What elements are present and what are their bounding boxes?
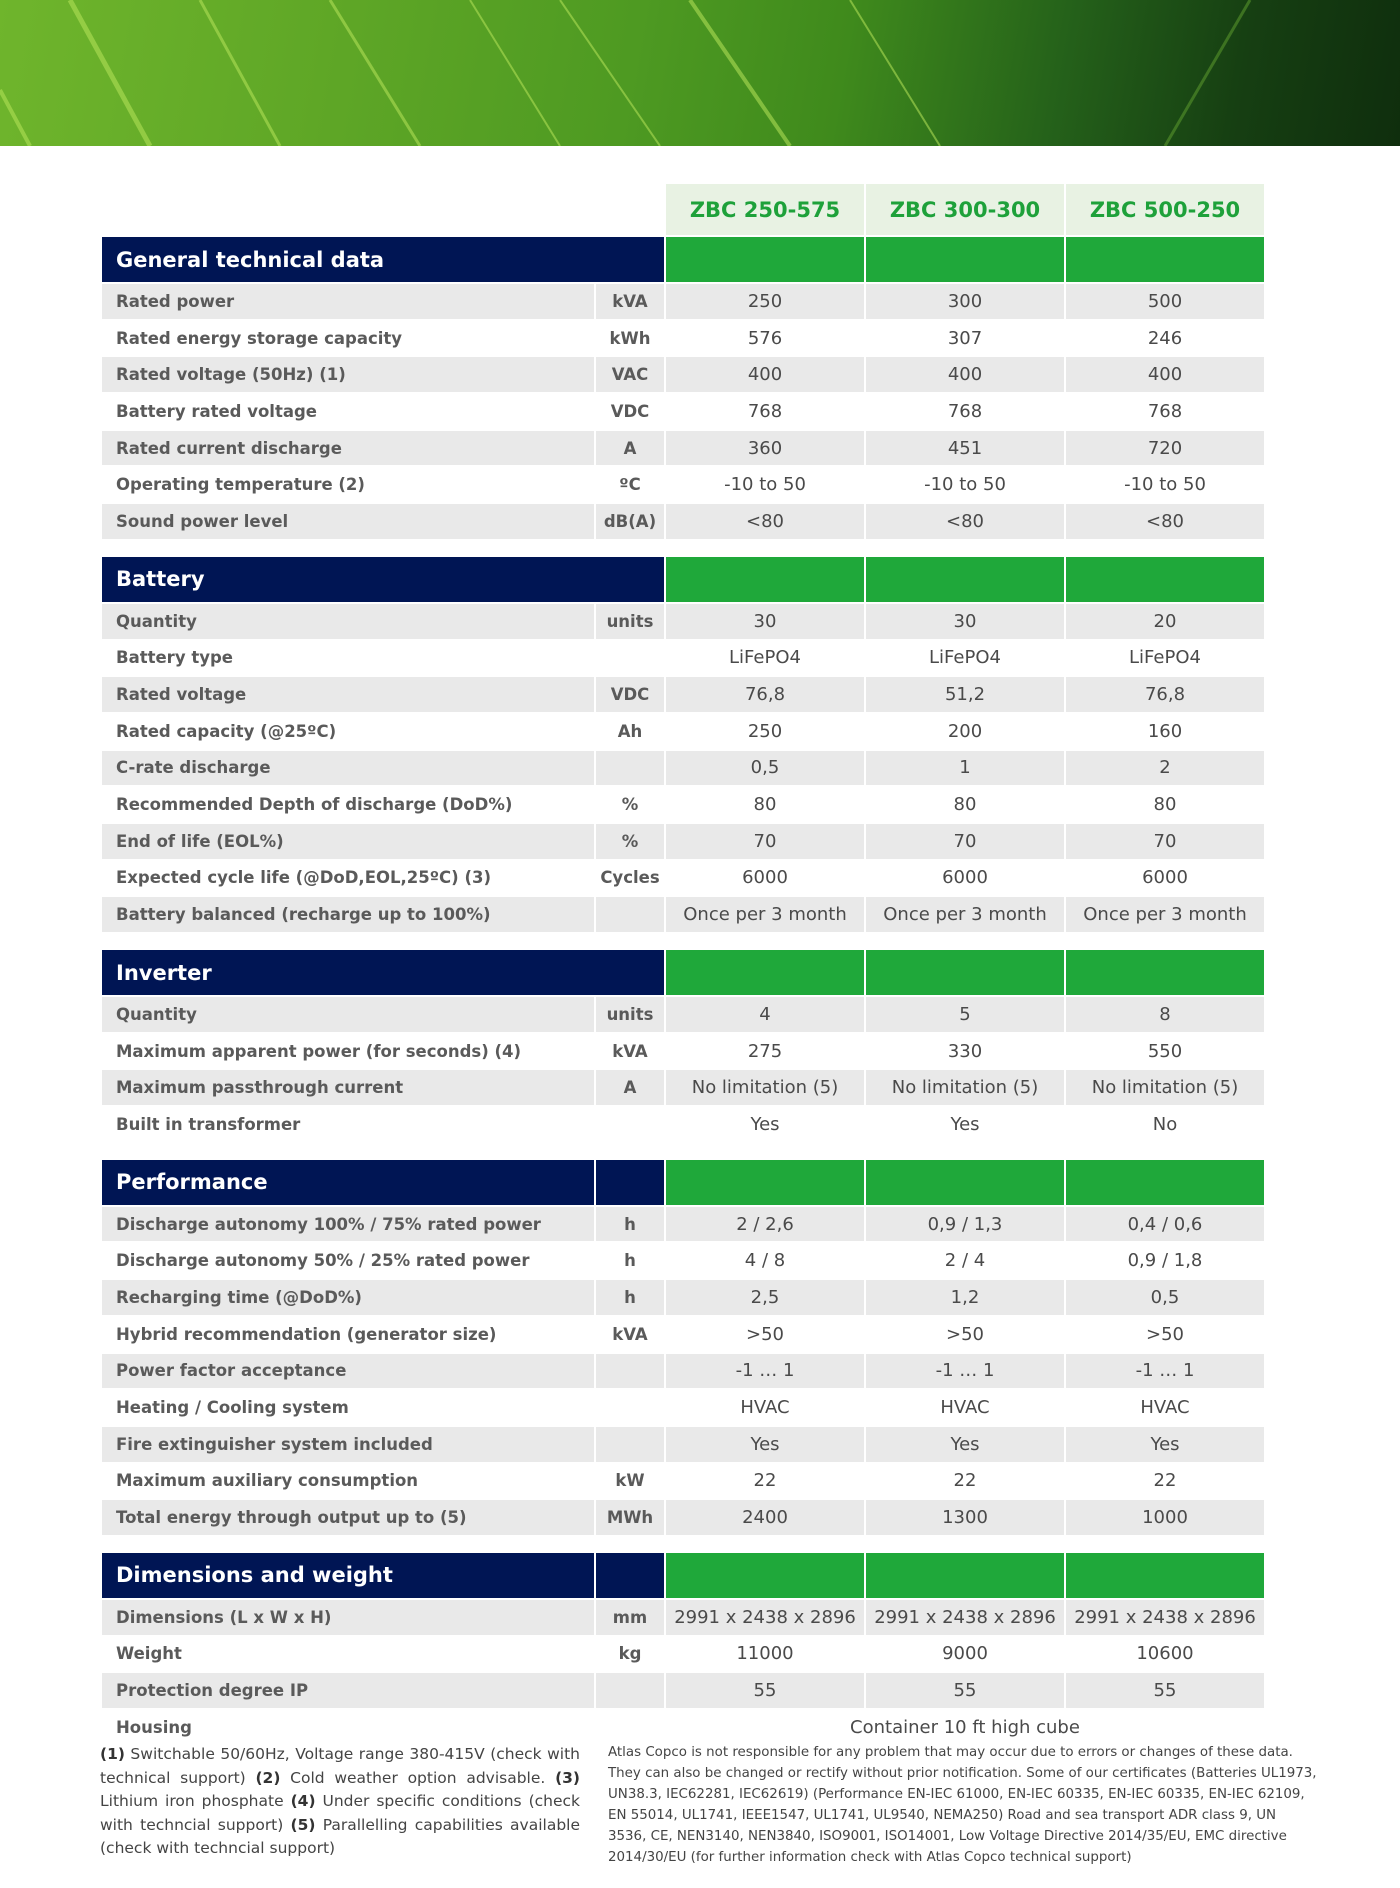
section-header [102, 557, 1264, 602]
row-value: Yes [666, 1107, 864, 1142]
row-value: LiFePO4 [1066, 641, 1264, 676]
row-label: Total energy through output up to (5) [102, 1500, 594, 1535]
section-title: General technical data [102, 237, 664, 282]
table-row [102, 861, 1264, 896]
row-value: 6000 [866, 861, 1064, 896]
row-value: LiFePO4 [666, 641, 864, 676]
row-unit: VAC [596, 357, 664, 392]
model-column-band [666, 557, 864, 602]
model-column-band [1066, 950, 1264, 995]
table-row [102, 467, 1264, 502]
row-value: -10 to 50 [1066, 467, 1264, 502]
row-value: No limitation (5) [666, 1070, 864, 1105]
row-value: 2400 [666, 1500, 864, 1535]
row-unit: kWh [596, 321, 664, 356]
table-row [102, 1464, 1264, 1499]
row-value: 2991 x 2438 x 2896 [866, 1600, 1064, 1635]
row-unit: % [596, 824, 664, 859]
section-unit-header [596, 1160, 664, 1205]
footnote-text: Switchable 50/60Hz, Voltage range 380-415V (check with technical support) [100, 1745, 580, 1787]
row-unit: MWh [596, 1500, 664, 1535]
section-title: Performance [102, 1160, 594, 1205]
table-row [102, 284, 1264, 319]
model-column-band [666, 1553, 864, 1598]
row-unit: mm [596, 1600, 664, 1635]
footnote-text: Lithium iron phosphate [100, 1792, 291, 1810]
row-value: 576 [666, 321, 864, 356]
row-unit: A [596, 431, 664, 466]
row-label: Maximum auxiliary consumption [102, 1464, 594, 1499]
row-unit: VDC [596, 394, 664, 429]
table-row [102, 1427, 1264, 1462]
row-value: -10 to 50 [666, 467, 864, 502]
row-value: Yes [1066, 1427, 1264, 1462]
row-value: 2991 x 2438 x 2896 [1066, 1600, 1264, 1635]
row-value: 22 [666, 1464, 864, 1499]
row-unit: kW [596, 1464, 664, 1499]
row-unit: kVA [596, 284, 664, 319]
table-row [102, 1070, 1264, 1105]
table-row [102, 1280, 1264, 1315]
row-value: 0,5 [1066, 1280, 1264, 1315]
row-unit [596, 1107, 664, 1142]
row-unit: h [596, 1243, 664, 1278]
row-value-merged: Container 10 ft high cube [666, 1710, 1264, 1745]
row-label: Rated current discharge [102, 431, 594, 466]
footnote-mark: (3) [555, 1768, 581, 1787]
disclaimer-text: Atlas Copco is not responsible for any problem that may occur due to errors or changes of these data. They can also be changed or rectify without prior notification. Some of our certificates (Batteries UL1973, UN38.3, IEC62281, IEC62619) (Performance EN-IEC 61000, EN-IEC 60335, EN-IEC 60335, EN-IEC 62109, EN 55014, UL1741, IEEE1547, UL1741, UL9540, NEMA250) Road and sea transport ADR class 9, UN 3536, CE, NEN3140, NEN3840, ISO9001, ISO14001, Low Voltage Directive 2014/35/EU, EMC directive 2014/30/EU (for further information check with Atlas Copco technical support) [608, 1745, 1317, 1865]
table-row [102, 824, 1264, 859]
row-label: Protection degree IP [102, 1673, 594, 1708]
row-label: C-rate discharge [102, 751, 594, 786]
row-value: -1 … 1 [866, 1354, 1064, 1389]
row-label: Fire extinguisher system included [102, 1427, 594, 1462]
row-value: No limitation (5) [866, 1070, 1064, 1105]
row-unit: kVA [596, 1317, 664, 1352]
row-label: Weight [102, 1637, 594, 1672]
table-row [102, 394, 1264, 429]
row-value: 200 [866, 714, 1064, 749]
row-unit: units [596, 997, 664, 1032]
row-value: 5 [866, 997, 1064, 1032]
row-value: No limitation (5) [1066, 1070, 1264, 1105]
row-unit: h [596, 1280, 664, 1315]
table-row [102, 1710, 1264, 1745]
model-column-band [666, 237, 864, 282]
row-value: <80 [1066, 504, 1264, 539]
model-column-band [866, 950, 1064, 995]
row-value: Yes [866, 1427, 1064, 1462]
row-unit [596, 641, 664, 676]
row-label: Battery rated voltage [102, 394, 594, 429]
row-value: 2 / 4 [866, 1243, 1064, 1278]
row-value: 0,5 [666, 751, 864, 786]
row-value: 768 [1066, 394, 1264, 429]
row-label: Quantity [102, 997, 594, 1032]
row-value: 4 / 8 [666, 1243, 864, 1278]
row-label: Recharging time (@DoD%) [102, 1280, 594, 1315]
row-unit [596, 1354, 664, 1389]
row-value: 400 [1066, 357, 1264, 392]
leaf-veins [0, 0, 1400, 146]
table-row [102, 1207, 1264, 1242]
row-value: 11000 [666, 1637, 864, 1672]
table-row [102, 751, 1264, 786]
footnote-mark: (5) [290, 1815, 316, 1834]
section-header [102, 1553, 1264, 1598]
section-title: Inverter [102, 950, 664, 995]
section-spacer [102, 539, 1264, 555]
row-value: 30 [866, 604, 1064, 639]
row-value: 550 [1066, 1034, 1264, 1069]
table-row [102, 714, 1264, 749]
row-value: 10600 [1066, 1637, 1264, 1672]
row-unit [596, 1710, 664, 1745]
row-value: 51,2 [866, 677, 1064, 712]
row-label: Built in transformer [102, 1107, 594, 1142]
footnote-text: Parallelling capabilities available (check with techncial support) [100, 1815, 581, 1857]
table-row [102, 431, 1264, 466]
model-column-band [1066, 557, 1264, 602]
row-label: End of life (EOL%) [102, 824, 594, 859]
row-value: 55 [1066, 1673, 1264, 1708]
row-value: 70 [1066, 824, 1264, 859]
row-value: 720 [1066, 431, 1264, 466]
section-spacer [102, 932, 1264, 948]
row-value: 500 [1066, 284, 1264, 319]
row-unit: A [596, 1070, 664, 1105]
row-label: Rated voltage (50Hz) (1) [102, 357, 594, 392]
row-value: -10 to 50 [866, 467, 1064, 502]
row-value: 275 [666, 1034, 864, 1069]
row-value: 768 [666, 394, 864, 429]
row-label: Rated energy storage capacity [102, 321, 594, 356]
row-value: Yes [666, 1427, 864, 1462]
row-value: 6000 [666, 861, 864, 896]
row-label: Hybrid recommendation (generator size) [102, 1317, 594, 1352]
table-row [102, 1354, 1264, 1389]
row-value: HVAC [866, 1390, 1064, 1425]
table-row [102, 1034, 1264, 1069]
row-value: 70 [866, 824, 1064, 859]
table-row [102, 1673, 1264, 1708]
row-label: Rated voltage [102, 677, 594, 712]
section-spacer [102, 1142, 1264, 1158]
footnotes [100, 1743, 580, 1861]
row-value: 0,4 / 0,6 [1066, 1207, 1264, 1242]
model-column-band [866, 237, 1064, 282]
row-value: 307 [866, 321, 1064, 356]
row-value: 2,5 [666, 1280, 864, 1315]
table-row [102, 1500, 1264, 1535]
row-label: Maximum passthrough current [102, 1070, 594, 1105]
row-label: Sound power level [102, 504, 594, 539]
row-label: Maximum apparent power (for seconds) (4) [102, 1034, 594, 1069]
table-row [102, 321, 1264, 356]
row-value: HVAC [1066, 1390, 1264, 1425]
row-value: 1000 [1066, 1500, 1264, 1535]
row-unit: units [596, 604, 664, 639]
table-row [102, 357, 1264, 392]
row-label: Rated capacity (@25ºC) [102, 714, 594, 749]
row-unit [596, 751, 664, 786]
table-row [102, 604, 1264, 639]
spec-table [102, 184, 1264, 1745]
row-value: No [1066, 1107, 1264, 1142]
row-value: 330 [866, 1034, 1064, 1069]
model-column-band [866, 1553, 1064, 1598]
row-value: 1 [866, 751, 1064, 786]
row-value: 80 [666, 787, 864, 822]
footnote-mark: (1) [100, 1745, 125, 1763]
table-row [102, 677, 1264, 712]
row-unit: ºC [596, 467, 664, 502]
row-unit [596, 1673, 664, 1708]
row-value: -1 … 1 [1066, 1354, 1264, 1389]
row-unit [596, 1427, 664, 1462]
table-row [102, 1317, 1264, 1352]
row-label: Power factor acceptance [102, 1354, 594, 1389]
row-value: 360 [666, 431, 864, 466]
row-value: 76,8 [666, 677, 864, 712]
row-unit [596, 1390, 664, 1425]
model-name: ZBC 300-300 [866, 184, 1064, 235]
row-label: Heating / Cooling system [102, 1390, 594, 1425]
row-value: 2 / 2,6 [666, 1207, 864, 1242]
row-value: 0,9 / 1,8 [1066, 1243, 1264, 1278]
header-blank [102, 184, 664, 235]
row-value: 2991 x 2438 x 2896 [666, 1600, 864, 1635]
table-row [102, 1107, 1264, 1142]
row-value: 246 [1066, 321, 1264, 356]
footnote-mark: (2) [255, 1768, 281, 1787]
table-row [102, 897, 1264, 932]
row-unit: VDC [596, 677, 664, 712]
model-column-band [666, 1160, 864, 1205]
section-header [102, 950, 1264, 995]
row-value: 160 [1066, 714, 1264, 749]
row-value: 8 [1066, 997, 1264, 1032]
table-row [102, 1243, 1264, 1278]
row-value: >50 [866, 1317, 1064, 1352]
row-unit: h [596, 1207, 664, 1242]
row-label: Housing [102, 1710, 594, 1745]
row-unit: Cycles [596, 861, 664, 896]
model-column-band [1066, 1553, 1264, 1598]
model-name: ZBC 250-575 [666, 184, 864, 235]
row-label: Discharge autonomy 50% / 25% rated power [102, 1243, 594, 1278]
table-row [102, 504, 1264, 539]
row-value: 80 [1066, 787, 1264, 822]
row-value: 6000 [1066, 861, 1264, 896]
row-label: Battery balanced (recharge up to 100%) [102, 897, 594, 932]
table-row [102, 997, 1264, 1032]
section-unit-header [596, 1553, 664, 1598]
table-row [102, 787, 1264, 822]
model-column-band [1066, 237, 1264, 282]
model-name: ZBC 500-250 [1066, 184, 1264, 235]
row-value: 20 [1066, 604, 1264, 639]
row-unit: % [596, 787, 664, 822]
table-row [102, 641, 1264, 676]
row-unit: kg [596, 1637, 664, 1672]
row-value: 451 [866, 431, 1064, 466]
row-value: LiFePO4 [866, 641, 1064, 676]
leaf-banner-image [0, 0, 1400, 146]
row-value: HVAC [666, 1390, 864, 1425]
row-value: 4 [666, 997, 864, 1032]
row-value: 9000 [866, 1637, 1064, 1672]
row-value: 22 [866, 1464, 1064, 1499]
row-value: 768 [866, 394, 1064, 429]
table-row [102, 1637, 1264, 1672]
model-header-row [102, 184, 1264, 235]
row-value: Once per 3 month [866, 897, 1064, 932]
row-value: <80 [666, 504, 864, 539]
row-label: Dimensions (L x W x H) [102, 1600, 594, 1635]
row-value: 2 [1066, 751, 1264, 786]
row-value: 1300 [866, 1500, 1064, 1535]
row-value: 55 [866, 1673, 1064, 1708]
model-column-band [1066, 1160, 1264, 1205]
model-column-band [866, 557, 1064, 602]
table-row [102, 1390, 1264, 1425]
row-value: 400 [866, 357, 1064, 392]
section-header [102, 1160, 1264, 1205]
row-label: Expected cycle life (@DoD,EOL,25ºC) (3) [102, 861, 594, 896]
row-unit [596, 897, 664, 932]
section-title: Dimensions and weight [102, 1553, 594, 1598]
section-header [102, 237, 1264, 282]
row-value: 300 [866, 284, 1064, 319]
row-value: Yes [866, 1107, 1064, 1142]
row-label: Rated power [102, 284, 594, 319]
model-column-band [866, 1160, 1064, 1205]
row-value: 250 [666, 284, 864, 319]
row-value: 0,9 / 1,3 [866, 1207, 1064, 1242]
row-unit: Ah [596, 714, 664, 749]
row-value: >50 [666, 1317, 864, 1352]
row-value: 55 [666, 1673, 864, 1708]
row-value: 1,2 [866, 1280, 1064, 1315]
row-value: -1 … 1 [666, 1354, 864, 1389]
section-title: Battery [102, 557, 664, 602]
table-row [102, 1600, 1264, 1635]
row-unit: kVA [596, 1034, 664, 1069]
row-value: <80 [866, 504, 1064, 539]
row-unit: dB(A) [596, 504, 664, 539]
row-label: Operating temperature (2) [102, 467, 594, 502]
footnote-mark: (4) [290, 1792, 316, 1810]
row-label: Battery type [102, 641, 594, 676]
row-value: 30 [666, 604, 864, 639]
row-value: 80 [866, 787, 1064, 822]
model-column-band [666, 950, 864, 995]
row-label: Recommended Depth of discharge (DoD%) [102, 787, 594, 822]
footnote-text: Under specific conditions (check with techncial support) [100, 1792, 580, 1834]
row-value: 400 [666, 357, 864, 392]
row-value: 22 [1066, 1464, 1264, 1499]
section-spacer [102, 1535, 1264, 1551]
row-value: >50 [1066, 1317, 1264, 1352]
row-value: 76,8 [1066, 677, 1264, 712]
row-value: Once per 3 month [1066, 897, 1264, 932]
row-value: 250 [666, 714, 864, 749]
row-value: 70 [666, 824, 864, 859]
row-label: Quantity [102, 604, 594, 639]
footnote-text: Cold weather option advisable. [280, 1768, 556, 1787]
row-value: Once per 3 month [666, 897, 864, 932]
row-label: Discharge autonomy 100% / 75% rated power [102, 1207, 594, 1242]
